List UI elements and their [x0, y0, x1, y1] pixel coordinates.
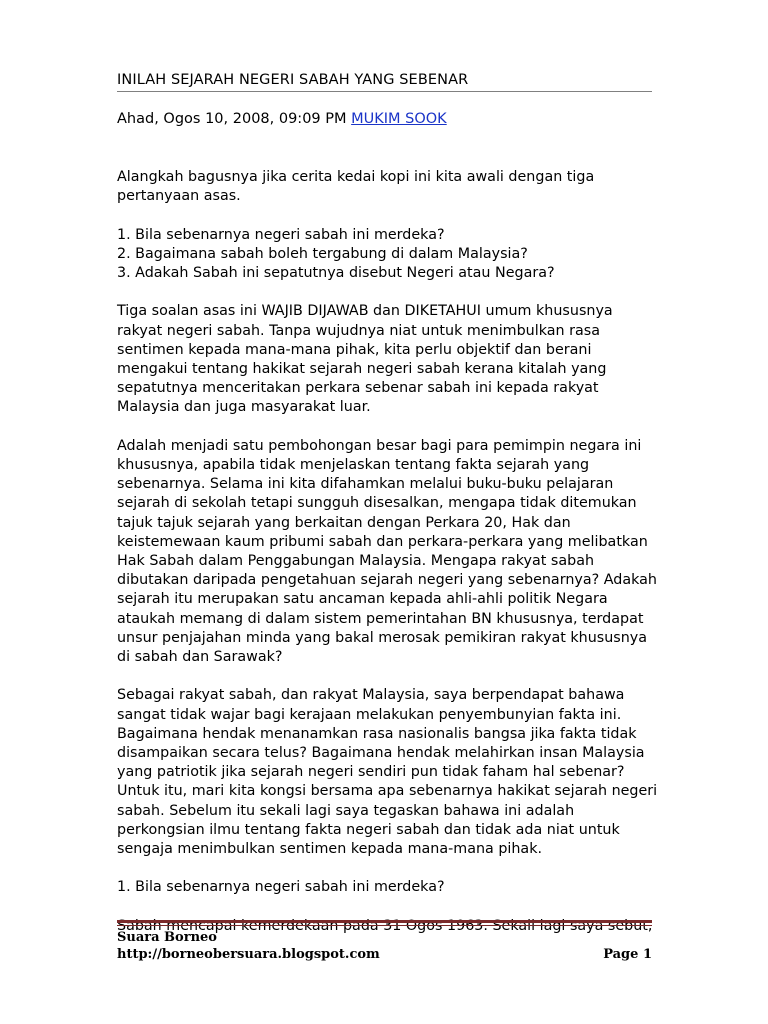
- footer-blog-name: Suara Borneo: [117, 930, 217, 945]
- footer-page-number: Page 1: [603, 947, 652, 962]
- paragraph: Sabah mencapai kemerdekaan pada 31 Ogos 1963. Sekali lagi saya sebut,: [117, 917, 653, 934]
- document-title: INILAH SEJARAH NEGERI SABAH YANG SEBENAR: [117, 71, 652, 92]
- paragraph: Tiga soalan asas ini WAJIB DIJAWAB dan DIKETAHUI umum khususnya rakyat negeri sabah. Tanpa wujudnya niat untuk menimbulkan rasa sentimen kepada mana-mana pihak, kita perlu objektif dan berani mengakui tentang hakikat sejarah negeri sabah kerana kitalah yang sepatutnya menceritakan perkara sebenar sabah ini kepada rakyat Malaysia dan juga masyarakat luar.: [117, 303, 613, 416]
- paragraph: Adalah menjadi satu pembohongan besar bagi para pemimpin negara ini khususnya, apabila tidak menjelaskan tentang fakta sejarah yang sebenarnya. Selama ini kita difahamkan melalui buku-buku pelajaran sejarah di sekolah tetapi sungguh disesalkan, mengapa tidak ditemukan tajuk tajuk sejarah yang berkaitan dengan Perkara 20, Hak dan keistemewaan kaum pribumi sabah dan perkara-perkara yang melibatkan Hak Sabah dalam Penggabungan Malaysia. Mengapa rakyat sabah dibutakan daripada pengetahuan sejarah negeri yang sebenarnya? Adakah sejarah itu merupakan satu ancaman kepada ahli-ahli politik Negara ataukah memang di dalam sistem pemerintahan BN khususnya, terdapat unsur penjajahan minda yang bakal merosak pemikiran rakyat khususnya di sabah dan Sarawak?: [117, 437, 657, 666]
- footer-divider: [117, 920, 652, 926]
- footer-url: http://borneobersuara.blogspot.com: [117, 947, 380, 962]
- post-date: Ahad, Ogos 10, 2008, 09:09 PM: [117, 111, 347, 127]
- page-footer: [117, 929, 652, 963]
- author-link[interactable]: MUKIM SOOK: [351, 111, 447, 127]
- question-list: 1. Bila sebenarnya negeri sabah ini merdeka? 2. Bagaimana sabah boleh tergabung di dalam Malaysia? 3. Adakah Sabah ini sepatutnya disebut Negeri atau Negara?: [117, 226, 555, 281]
- paragraph: Alangkah bagusnya jika cerita kedai kopi ini kita awali dengan tiga pertanyaan asas.: [117, 169, 595, 205]
- article-body: [117, 168, 662, 955]
- paragraph: Sebagai rakyat sabah, dan rakyat Malaysia, saya berpendapat bahawa sangat tidak wajar bagi kerajaan melakukan penyembunyian fakta ini. Bagaimana hendak menanamkan rasa nasionalis bangsa jika fakta tidak disampaikan secara telus? Bagaimana hendak melahirkan insan Malaysia yang patriotik jika sejarah negeri sendiri pun tidak faham hal sebenar? Untuk itu, mari kita kongsi bersama apa sebenarnya hakikat sejarah negeri sabah. Sebelum itu sekali lagi saya tegaskan bahawa ini adalah perkongsian ilmu tentang fakta negeri sabah dan tidak ada niat untuk sengaja menimbulkan sentimen kepada mana-mana pihak.: [117, 687, 658, 858]
- post-byline: [117, 110, 447, 128]
- section-question: 1. Bila sebenarnya negeri sabah ini merdeka?: [117, 879, 445, 896]
